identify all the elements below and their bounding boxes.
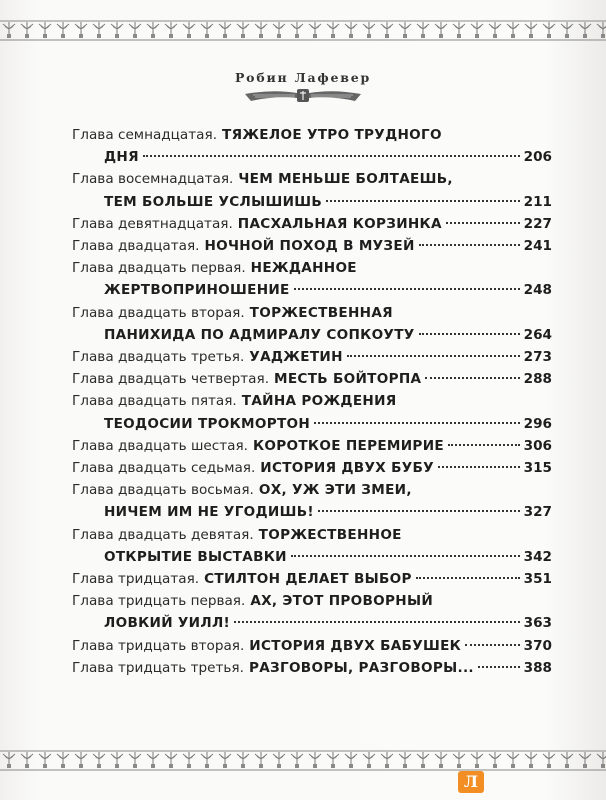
chapter-title: ТЕМ БОЛЬШЕ УСЛЫШИШЬ bbox=[104, 193, 323, 210]
toc-line bbox=[72, 524, 552, 546]
page-number: 273 bbox=[523, 349, 552, 366]
dot-leader bbox=[294, 288, 520, 290]
chapter-title: ОТКРЫТИЕ ВЫСТАВКИ bbox=[104, 548, 287, 565]
toc-entry bbox=[72, 368, 552, 390]
dot-leader bbox=[234, 621, 520, 623]
chapter-title: НЕЖДАННОЕ bbox=[250, 260, 357, 277]
toc-entry bbox=[72, 657, 552, 679]
toc-entry bbox=[72, 235, 552, 257]
toc-entry bbox=[72, 635, 552, 657]
page-number: 306 bbox=[523, 437, 552, 454]
chapter-title: РАЗГОВОРЫ, РАЗГОВОРЫ... bbox=[248, 659, 474, 676]
chapter-number: Глава двадцатая. bbox=[72, 238, 200, 255]
dot-leader bbox=[318, 510, 520, 512]
chapter-title: КОРОТКОЕ ПЕРЕМИРИЕ bbox=[252, 437, 444, 454]
toc-line bbox=[72, 590, 552, 612]
table-of-contents bbox=[72, 124, 552, 679]
dot-leader bbox=[438, 466, 520, 468]
toc-line bbox=[72, 235, 552, 257]
decorative-border-top bbox=[0, 18, 606, 42]
dot-leader bbox=[478, 666, 520, 668]
chapter-title: ИСТОРИЯ ДВУХ БАБУШЕК bbox=[249, 637, 462, 654]
toc-entry bbox=[72, 168, 552, 212]
page-number: 370 bbox=[523, 637, 552, 654]
chapter-title: ЧЕМ МЕНЬШЕ БОЛТАЕШЬ, bbox=[238, 171, 453, 188]
chapter-title: СТИЛТОН ДЕЛАЕТ ВЫБОР bbox=[204, 571, 412, 588]
toc-line bbox=[72, 324, 552, 346]
chapter-number: Глава тридцать первая. bbox=[72, 593, 246, 610]
author-name: Робин Лафевер bbox=[234, 70, 371, 85]
toc-line bbox=[72, 146, 552, 168]
toc-line bbox=[72, 457, 552, 479]
toc-entry bbox=[72, 457, 552, 479]
toc-entry bbox=[72, 124, 552, 168]
toc-line bbox=[72, 168, 552, 190]
page-number: 227 bbox=[523, 215, 552, 232]
dot-leader bbox=[419, 244, 520, 246]
chapter-title: ИСТОРИЯ ДВУХ БУБУ bbox=[260, 460, 434, 477]
watermark-logo-icon: Л bbox=[458, 771, 484, 793]
toc-entry bbox=[72, 257, 552, 301]
chapter-number: Глава двадцать восьмая. bbox=[72, 482, 254, 499]
running-header bbox=[0, 70, 606, 104]
chapter-title: ТОРЖЕСТВЕННОЕ bbox=[258, 526, 402, 543]
page-number: 264 bbox=[523, 326, 552, 343]
page-number: 351 bbox=[523, 571, 552, 588]
toc-line bbox=[72, 124, 552, 146]
decorative-border-bottom bbox=[0, 748, 606, 772]
chapter-title: ТАЙНА РОЖДЕНИЯ bbox=[241, 393, 397, 410]
chapter-title: ПАНИХИДА ПО АДМИРАЛУ СОПКОУТУ bbox=[104, 326, 415, 343]
chapter-title: ПАСХАЛЬНАЯ КОРЗИНКА bbox=[237, 215, 442, 232]
chapter-number: Глава девятнадцатая. bbox=[72, 215, 233, 232]
chapter-title: НИЧЕМ ИМ НЕ УГОДИШЬ! bbox=[104, 504, 314, 521]
chapter-title: МЕСТЬ БОЙТОРПА bbox=[274, 371, 422, 388]
chapter-number: Глава восемнадцатая. bbox=[72, 171, 234, 188]
toc-line bbox=[72, 390, 552, 412]
toc-entry bbox=[72, 435, 552, 457]
chapter-number: Глава семнадцатая. bbox=[72, 127, 218, 143]
chapter-number: Глава двадцать четвертая. bbox=[72, 371, 270, 388]
toc-line bbox=[72, 568, 552, 590]
winged-emblem-icon bbox=[243, 88, 363, 104]
toc-entry bbox=[72, 479, 552, 523]
page-number: 363 bbox=[523, 615, 552, 632]
toc-line bbox=[72, 368, 552, 390]
dot-leader bbox=[347, 355, 520, 357]
toc-entry bbox=[72, 302, 552, 346]
toc-line bbox=[72, 501, 552, 523]
toc-entry bbox=[72, 568, 552, 590]
page-number: 388 bbox=[523, 659, 552, 676]
chapter-title: ДНЯ bbox=[104, 149, 139, 166]
chapter-title: ТОРЖЕСТВЕННАЯ bbox=[249, 304, 393, 321]
toc-line bbox=[72, 612, 552, 634]
chapter-number: Глава двадцать первая. bbox=[72, 260, 246, 277]
chapter-number: Глава двадцать пятая. bbox=[72, 393, 237, 410]
toc-line bbox=[72, 191, 552, 213]
toc-line bbox=[72, 435, 552, 457]
dot-leader bbox=[419, 333, 520, 335]
chapter-number: Глава двадцать седьмая. bbox=[72, 460, 256, 477]
dot-leader bbox=[143, 155, 520, 157]
page-number: 206 bbox=[523, 149, 552, 166]
page-number: 211 bbox=[523, 193, 552, 210]
dot-leader bbox=[448, 444, 520, 446]
toc-line bbox=[72, 213, 552, 235]
chapter-title: ТЯЖЕЛОЕ УТРО ТРУДНОГО bbox=[222, 127, 442, 143]
dot-leader bbox=[314, 422, 520, 424]
chapter-number: Глава двадцать шестая. bbox=[72, 437, 248, 454]
page-number: 315 bbox=[523, 460, 552, 477]
toc-line bbox=[72, 302, 552, 324]
chapter-number: Глава двадцать вторая. bbox=[72, 304, 245, 321]
toc-line bbox=[72, 657, 552, 679]
chapter-title: УАДЖЕТИН bbox=[249, 349, 343, 366]
toc-line bbox=[72, 479, 552, 501]
page-number: 241 bbox=[523, 238, 552, 255]
page-number: 342 bbox=[523, 548, 552, 565]
chapter-number: Глава тридцать вторая. bbox=[72, 637, 245, 654]
chapter-title: ОХ, УЖ ЭТИ ЗМЕИ, bbox=[258, 482, 412, 499]
toc-line bbox=[72, 546, 552, 568]
chapter-title: ТЕОДОСИИ ТРОКМОРТОН bbox=[104, 415, 311, 432]
toc-line bbox=[72, 279, 552, 301]
chapter-number: Глава двадцать девятая. bbox=[72, 526, 254, 543]
dot-leader bbox=[416, 577, 520, 579]
toc-entry bbox=[72, 590, 552, 634]
chapter-title: АХ, ЭТОТ ПРОВОРНЫЙ bbox=[250, 593, 434, 610]
chapter-number: Глава тридцатая. bbox=[72, 571, 200, 588]
dot-leader bbox=[446, 222, 520, 224]
toc-line bbox=[72, 635, 552, 657]
dot-leader bbox=[291, 555, 520, 557]
dot-leader bbox=[465, 644, 520, 646]
toc-line bbox=[72, 413, 552, 435]
toc-line bbox=[72, 346, 552, 368]
toc-entry bbox=[72, 524, 552, 568]
dot-leader bbox=[326, 200, 520, 202]
toc-entry bbox=[72, 346, 552, 368]
chapter-title: ЛОВКИЙ УИЛЛ! bbox=[104, 615, 231, 632]
page-number: 288 bbox=[523, 371, 552, 388]
page-number: 327 bbox=[523, 504, 552, 521]
page-number: 296 bbox=[523, 415, 552, 432]
toc-line bbox=[72, 257, 552, 279]
chapter-title: ЖЕРТВОПРИНОШЕНИЕ bbox=[104, 282, 290, 299]
page-number: 248 bbox=[523, 282, 552, 299]
toc-entry bbox=[72, 213, 552, 235]
chapter-title: НОЧНОЙ ПОХОД В МУЗЕЙ bbox=[204, 238, 415, 255]
chapter-number: Глава тридцать третья. bbox=[72, 659, 244, 676]
toc-entry bbox=[72, 390, 552, 434]
dot-leader bbox=[425, 377, 519, 379]
chapter-number: Глава двадцать третья. bbox=[72, 349, 245, 366]
